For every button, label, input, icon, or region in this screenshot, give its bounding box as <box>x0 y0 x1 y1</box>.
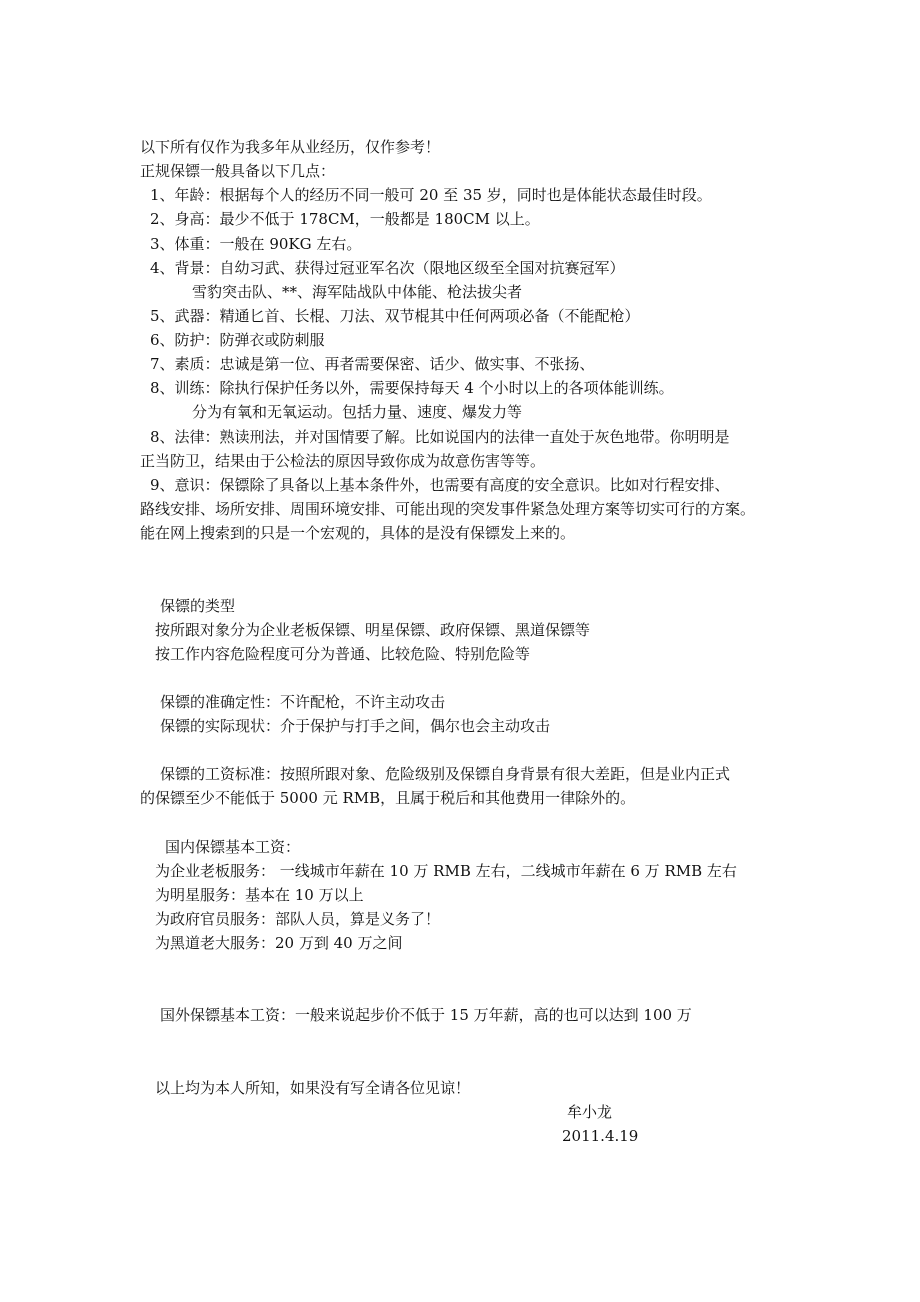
closing-note: 以上均为本人所知，如果没有写全请各位见谅！ <box>155 1079 471 1097</box>
list-item <box>150 256 625 280</box>
list-item <box>150 304 640 328</box>
item-text: 意识：保镖除了具备以上基本条件外，也需要有高度的安全意识。比如对行程安排、 <box>174 476 730 494</box>
list-item <box>150 183 712 207</box>
item-number: 1、 <box>150 186 175 204</box>
foreign-salary: 国外保镖基本工资：一般来说起步价不低于 15 万年薪，高的也可以达到 100 万 <box>160 1006 692 1024</box>
item-text: 法律：熟读刑法，并对国情要了解。比如说国内的法律一直处于灰色地带。你明明是 <box>174 428 730 446</box>
intro-line: 以下所有仅作为我多年从业经历，仅作参考！ <box>140 138 441 156</box>
rule-accuracy: 保镖的准确定性：不许配枪，不许主动攻击 <box>160 693 446 711</box>
section-heading-types: 保镖的类型 <box>160 597 236 615</box>
salary-standard-line: 保镖的工资标准：按照所跟对象、危险级别及保镖自身背景有很大差距，但是业内正式 <box>160 765 731 783</box>
rule-reality: 保镖的实际现状：介于保护与打手之间，偶尔也会主动攻击 <box>160 717 551 735</box>
types-by-client: 按所跟对象分为企业老板保镖、明星保镖、政府保镖、黑道保镖等 <box>155 621 591 639</box>
item-text: 年龄：根据每个人的经历不同一般可 20 至 35 岁，同时也是体能状态最佳时段。 <box>174 186 712 204</box>
domestic-salary-item: 为明星服务：基本在 10 万以上 <box>155 886 364 904</box>
item-number: 5、 <box>150 307 175 325</box>
list-item <box>150 425 730 449</box>
item-number: 8、 <box>150 379 175 397</box>
list-item <box>150 328 325 352</box>
item-number: 7、 <box>150 355 175 373</box>
item-text: 素质：忠诚是第一位、再者需要保密、话少、做实事、不张扬、 <box>174 355 595 373</box>
list-item-continuation: 分为有氧和无氧运动。包括力量、速度、爆发力等 <box>192 403 523 421</box>
list-item <box>150 473 730 497</box>
list-item <box>150 352 595 376</box>
list-item-wrap: 正当防卫，结果由于公检法的原因导致你成为故意伤害等等。 <box>140 452 546 470</box>
item-text: 训练：除执行保护任务以外，需要保持每天 4 个小时以上的各项体能训练。 <box>174 379 674 397</box>
signature-date: 2011.4.19 <box>562 1127 639 1145</box>
section-heading-domestic: 国内保镖基本工资： <box>165 838 301 856</box>
domestic-salary-item: 为政府官员服务：部队人员，算是义务了！ <box>155 910 441 928</box>
domestic-salary-item: 为企业老板服务： 一线城市年薪在 10 万 RMB 左右，二线城市年薪在 6 万 RMB 左右 <box>155 862 737 880</box>
list-item <box>150 207 540 231</box>
item-text: 防护：防弹衣或防刺服 <box>174 331 325 349</box>
list-item-wrap: 路线安排、场所安排、周围环境安排、可能出现的突发事件紧急处理方案等切实可行的方案。 <box>140 500 756 518</box>
list-item-continuation: 雪豹突击队、**、海军陆战队中体能、枪法拔尖者 <box>192 283 523 301</box>
item-number: 3、 <box>150 235 175 253</box>
item-text: 体重：一般在 90KG 左右。 <box>174 235 362 253</box>
item-number: 8、 <box>150 428 175 446</box>
item-number: 6、 <box>150 331 175 349</box>
item-number: 9、 <box>150 476 175 494</box>
list-item <box>150 376 674 400</box>
types-by-risk: 按工作内容危险程度可分为普通、比较危险、特别危险等 <box>155 645 531 663</box>
intro-line: 正规保镖一般具备以下几点： <box>140 162 336 180</box>
item-number: 4、 <box>150 259 175 277</box>
item-number: 2、 <box>150 210 175 228</box>
signature-name: 牟小龙 <box>567 1103 613 1121</box>
item-text: 背景：自幼习武、获得过冠亚军名次（限地区级至全国对抗赛冠军） <box>174 259 625 277</box>
item-text: 身高：最少不低于 178CM，一般都是 180CM 以上。 <box>174 210 540 228</box>
salary-standard-line: 的保镖至少不能低于 5000 元 RMB，且属于税后和其他费用一律除外的。 <box>140 789 636 807</box>
domestic-salary-item: 为黑道老大服务：20 万到 40 万之间 <box>155 934 403 952</box>
list-item <box>150 232 361 256</box>
item-text: 武器：精通匕首、长棍、刀法、双节棍其中任何两项必备（不能配枪） <box>174 307 640 325</box>
list-item-wrap: 能在网上搜索到的只是一个宏观的，具体的是没有保镖发上来的。 <box>140 524 576 542</box>
